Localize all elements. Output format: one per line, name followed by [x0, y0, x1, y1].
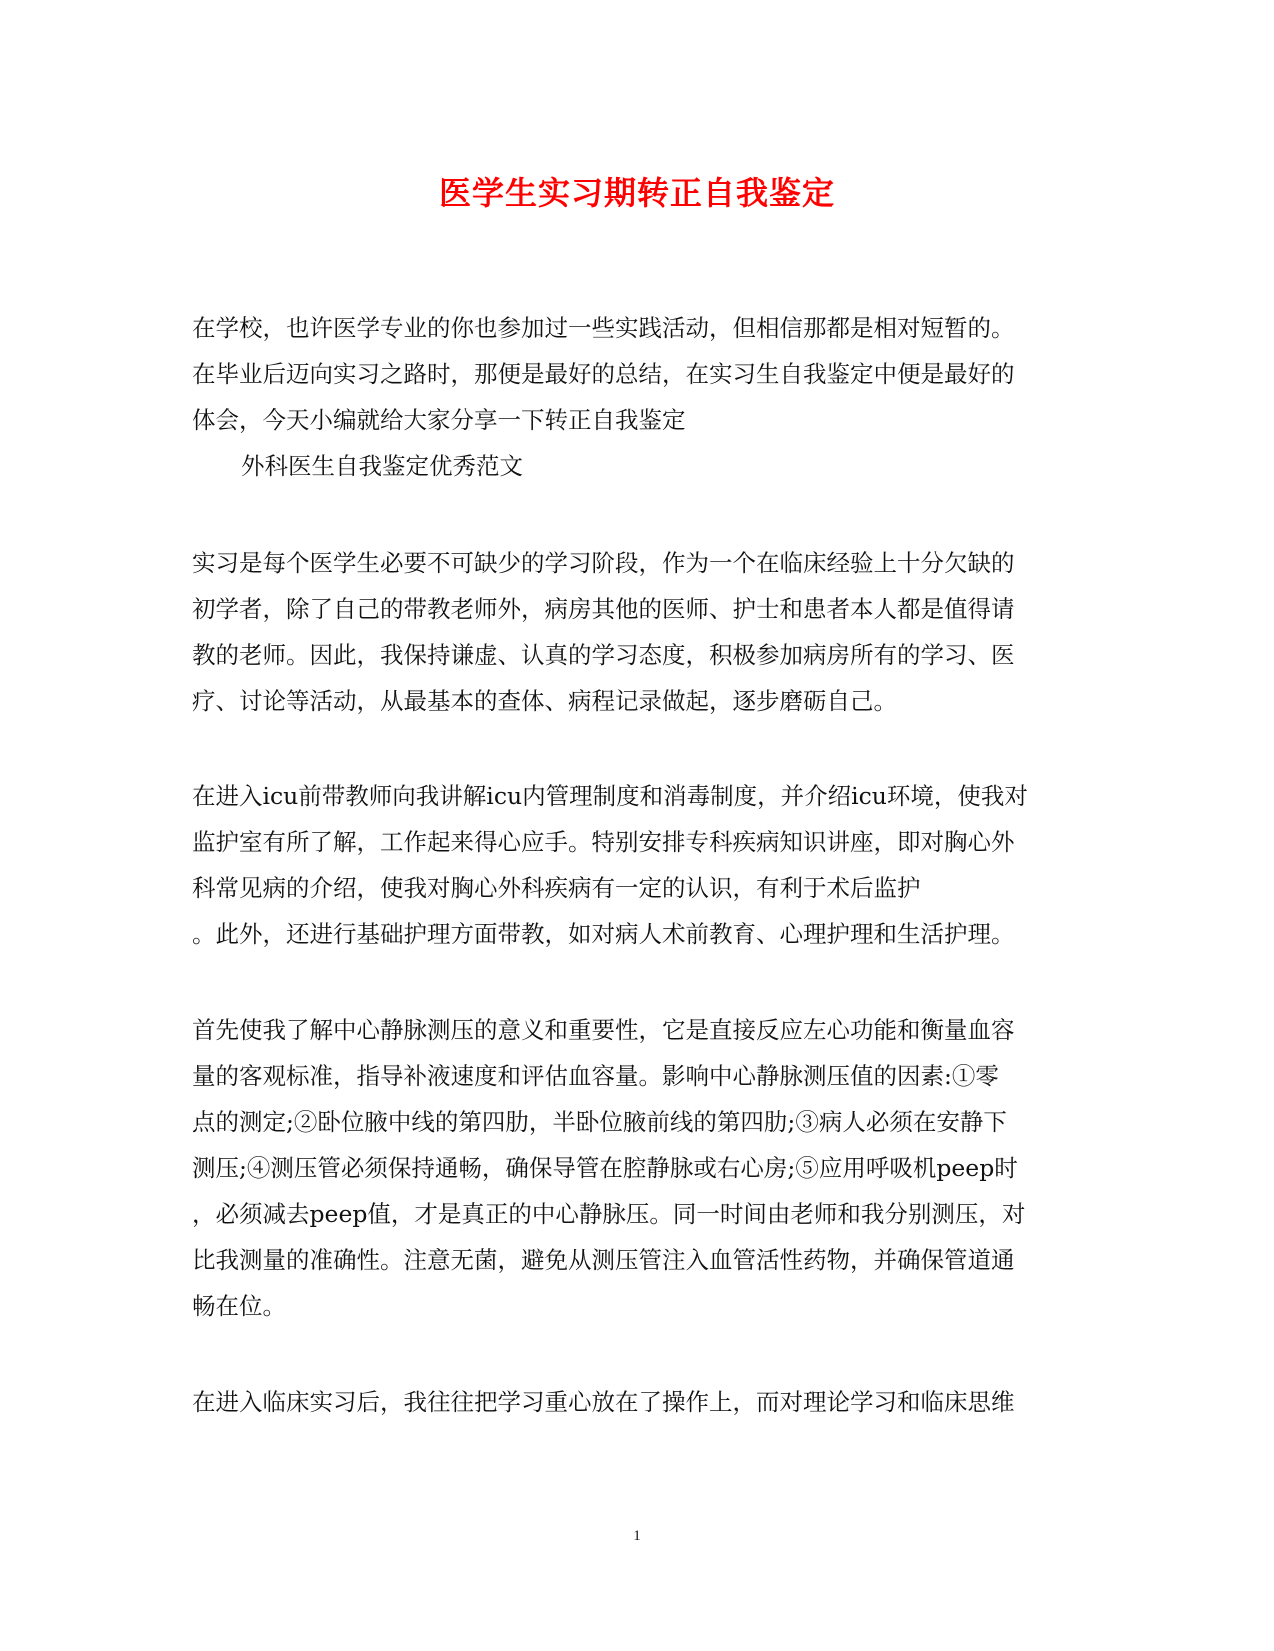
paragraph2-line-3: 科常见病的介绍，使我对胸心外科疾病有一定的认识，有利于术后监护 [192, 874, 921, 902]
paragraph1-line-2: 初学者，除了自己的带教老师外，病房其他的医师、护士和患者本人都是值得请 [192, 595, 1015, 623]
paragraph2-line-2: 监护室有所了解，工作起来得心应手。特别安排专科疾病知识讲座，即对胸心外 [192, 828, 1015, 856]
page-number: 1 [633, 1528, 641, 1544]
document-title: 医学生实习期转正自我鉴定 [438, 174, 835, 212]
paragraph2-line-1: 在进入icu前带教师向我讲解icu内管理制度和消毒制度，并介绍icu环境，使我对 [192, 782, 1028, 810]
intro-line-3: 体会，今天小编就给大家分享一下转正自我鉴定 [192, 406, 686, 434]
intro-line-2: 在毕业后迈向实习之路时，那便是最好的总结，在实习生自我鉴定中便是最好的 [192, 360, 1015, 388]
paragraph1-line-1: 实习是每个医学生必要不可缺少的学习阶段，作为一个在临床经验上十分欠缺的 [192, 549, 1015, 577]
paragraph1-line-3: 教的老师。因此，我保持谦虚、认真的学习态度，积极参加病房所有的学习、医 [192, 641, 1015, 669]
paragraph3-line-1: 首先使我了解中心静脉测压的意义和重要性，它是直接反应左心功能和衡量血容 [192, 1016, 1015, 1044]
intro-line-1: 在学校，也许医学专业的你也参加过一些实践活动，但相信那都是相对短暂的。 [192, 314, 1015, 342]
paragraph3-line-3: 点的测定;②卧位腋中线的第四肋，半卧位腋前线的第四肋;③病人必须在安静下 [192, 1108, 1007, 1136]
paragraph1-line-4: 疗、讨论等活动，从最基本的查体、病程记录做起，逐步磨砺自己。 [192, 687, 897, 715]
paragraph3-line-2: 量的客观标准，指导补液速度和评估血容量。影响中心静脉测压值的因素:①零 [192, 1062, 999, 1090]
paragraph3-line-6: 比我测量的准确性。注意无菌，避免从测压管注入血管活性药物，并确保管道通 [192, 1246, 1015, 1274]
paragraph3-line-5: ，必须减去peep值，才是真正的中心静脉压。同一时间由老师和我分别测压，对 [192, 1200, 1026, 1228]
paragraph3-line-7: 畅在位。 [192, 1292, 286, 1320]
paragraph2-line-4: 。此外，还进行基础护理方面带教，如对病人术前教育、心理护理和生活护理。 [192, 920, 1015, 948]
paragraph4-line-1: 在进入临床实习后，我往往把学习重心放在了操作上，而对理论学习和临床思维 [192, 1388, 1015, 1416]
paragraph3-line-4: 测压;④测压管必须保持通畅，确保导管在腔静脉或右心房;⑤应用呼吸机peep时 [192, 1154, 1018, 1182]
document-subtitle: 外科医生自我鉴定优秀范文 [241, 452, 523, 480]
